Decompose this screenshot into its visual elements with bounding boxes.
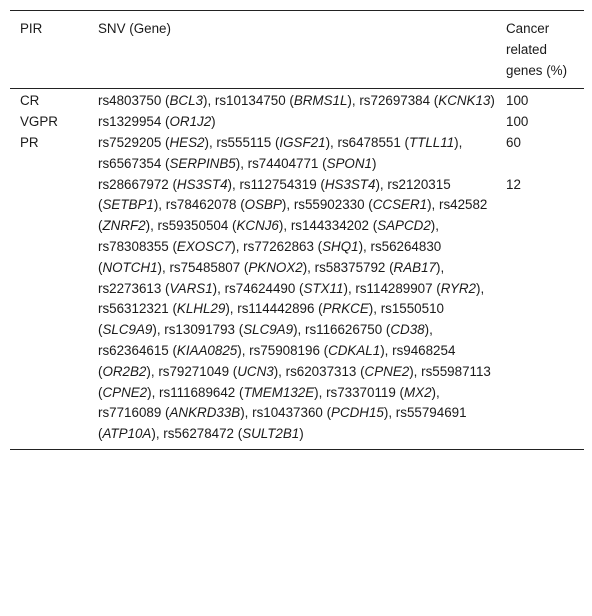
table-row: [10, 133, 584, 175]
snv-id: rs78462078: [165, 197, 237, 213]
header-cancer-related-genes: Cancer related genes (%): [506, 11, 584, 89]
snv-item: rs111689642 (TMEM132E): [159, 384, 319, 400]
gene-name: KCNJ6: [236, 218, 279, 234]
snv-id: rs1550510: [380, 301, 444, 317]
snv-id: rs74624490: [224, 280, 296, 296]
header-row: [10, 11, 584, 89]
snv-item: rs144334202 (SAPCD2): [290, 218, 436, 234]
gene-name: PRKCE: [322, 301, 369, 317]
gene-name: CDKAL1: [328, 342, 381, 358]
snv-item: rs555115 (IGSF21): [216, 134, 331, 150]
gene-name: ZNRF2: [102, 218, 146, 234]
snv-id: rs56264830: [370, 238, 442, 254]
snv-id: rs73370119: [326, 384, 396, 400]
snv-id: rs7529205: [98, 134, 162, 150]
table-row: [10, 112, 584, 133]
snv-item: rs77262863 (SHQ1): [243, 238, 364, 254]
snv-item: rs58375792 (RAB17): [314, 259, 441, 275]
gene-name: KCNK13: [438, 93, 491, 109]
snv-id: rs56278472: [163, 426, 234, 442]
snv-item: rs6567354 (SERPINB5): [98, 155, 241, 171]
snv-id: rs79271049: [158, 363, 230, 379]
snv-item: rs10134750 (BRMS1L): [214, 93, 352, 109]
snv-id: rs116626750: [304, 322, 383, 338]
snv-id: rs55987113: [421, 363, 491, 379]
snv-item: rs114442896 (PRKCE): [237, 301, 374, 317]
gene-name: HES2: [169, 134, 205, 150]
snv-id: rs114442896: [237, 301, 315, 317]
gene-name: UCN3: [237, 363, 274, 379]
gene-name: BRMS1L: [293, 93, 348, 109]
gene-name: ATP10A: [102, 426, 152, 442]
gene-name: STX11: [303, 280, 344, 296]
gene-name: IGSF21: [279, 134, 326, 150]
snv-id: rs10437360: [252, 405, 323, 421]
snv-id: rs58375792: [314, 259, 386, 275]
snv-item: rs2120315 (SETBP1): [98, 176, 451, 213]
snv-item: rs55794691 (ATP10A): [98, 405, 467, 442]
gene-name: ANKRD33B: [169, 405, 241, 421]
snv-cell: rs7529205 (HES2), rs555115 (IGSF21), rs6478551 (TTLL11), rs6567354 (SERPINB5), rs74404771 (SPON1): [98, 134, 463, 171]
snv-item: rs79271049 (UCN3): [158, 363, 279, 379]
gene-name: TTLL11: [408, 134, 455, 150]
gene-name: SERPINB5: [169, 155, 236, 171]
snv-item: rs72697384 (KCNK13): [359, 93, 495, 109]
snv-item: rs75485807 (PKNOX2): [169, 259, 308, 275]
snv-item: rs10437360 (PCDH15): [252, 405, 389, 421]
gene-name: SULT2B1: [242, 426, 300, 442]
snv-id: rs42582: [438, 197, 488, 213]
gene-name: MX2: [404, 384, 432, 400]
snv-id: rs75908196: [249, 342, 320, 358]
snv-item: rs75908196 (CDKAL1): [249, 342, 385, 358]
snv-id: rs144334202: [290, 218, 369, 234]
snv-id: rs62364615: [98, 342, 169, 358]
snv-id: rs7716089: [98, 405, 162, 421]
snv-item: rs56264830 (NOTCH1): [98, 238, 442, 275]
pir-cell: CR: [20, 93, 40, 109]
pir-cell: VGPR: [20, 114, 58, 130]
snv-id: rs72697384: [359, 93, 431, 109]
gene-name: KIAA0825: [176, 342, 238, 358]
snv-id: rs4803750: [98, 93, 162, 109]
gene-name: BCL3: [169, 93, 203, 109]
snv-item: rs13091793 (SLC9A9): [164, 322, 298, 338]
gene-name: PKNOX2: [248, 259, 303, 275]
gene-name: NOTCH1: [102, 259, 158, 275]
snv-item: rs55987113 (CPNE2): [98, 363, 491, 400]
percent-cell: 100: [506, 114, 529, 130]
snv-id: rs10134750: [214, 93, 286, 109]
header-pir: PIR: [10, 11, 98, 89]
snv-item: rs6478551 (TTLL11): [337, 134, 459, 150]
snv-item: rs42582 (ZNRF2): [98, 197, 488, 234]
snv-item: rs74624490 (STX11): [224, 280, 348, 296]
gene-name: SHQ1: [322, 238, 359, 254]
gene-name: RAB17: [393, 259, 436, 275]
snv-id: rs2273613: [98, 280, 162, 296]
percent-cell: 100: [506, 93, 529, 109]
snv-item: rs7716089 (ANKRD33B): [98, 405, 245, 421]
snv-item: rs74404771 (SPON1): [247, 155, 377, 171]
snv-id: rs55902330: [293, 197, 365, 213]
gene-name: SLC9A9: [243, 322, 294, 338]
snv-item: rs62037313 (CPNE2): [285, 363, 414, 379]
snv-table: [10, 10, 584, 450]
table-row: [10, 175, 584, 450]
snv-item: rs56312321 (KLHL29): [98, 301, 230, 317]
gene-name: EXOSC7: [176, 238, 232, 254]
snv-item: rs56278472 (SULT2B1): [163, 426, 304, 442]
snv-item: rs55902330 (CCSER1): [293, 197, 432, 213]
table-row: [10, 89, 584, 112]
percent-cell: 12: [506, 175, 584, 450]
gene-name: SLC9A9: [102, 322, 153, 338]
gene-name: CCSER1: [372, 197, 428, 213]
pir-cell: [10, 175, 98, 450]
gene-name: SETBP1: [102, 197, 154, 213]
snv-id: rs78308355: [98, 238, 169, 254]
gene-name: HS3ST4: [324, 176, 376, 192]
snv-id: rs1329954: [98, 114, 162, 130]
snv-cell: rs28667972 (HS3ST4), rs112754319 (HS3ST4), rs2120315 (SETBP1), rs78462078 (OSBP), rs55902330 (CCSER1), rs42582 (ZNRF2), rs59350504 (KCNJ6), rs144334202 (SAPCD2), rs78308355 (EXOSC7), rs77262863 (SHQ1), rs56264830 (NOTCH1), rs75485807 (PKNOX2), rs58375792 (RAB17), rs2273613 (VARS1), rs74624490 (STX11), rs114289907 (RYR2), rs56312321 (KLHL29), rs114442896 (PRKCE), rs1550510 (SLC9A9), rs13091793 (SLC9A9), rs116626750 (CD38), rs62364615 (KIAA0825), rs75908196 (CDKAL1), rs9468254 (OR2B2), rs79271049 (UCN3), rs62037313 (CPNE2), rs55987113 (CPNE2), rs111689642 (TMEM132E), rs73370119 (MX2), rs7716089 (ANKRD33B), rs10437360 (PCDH15), rs55794691 (ATP10A), rs56278472 (SULT2B1): [98, 175, 506, 450]
snv-item: rs9468254 (OR2B2): [98, 342, 456, 379]
snv-id: rs13091793: [164, 322, 235, 338]
gene-name: OR1J2: [169, 114, 212, 130]
snv-item: rs2273613 (VARS1): [98, 280, 218, 296]
snv-item: rs114289907 (RYR2): [355, 280, 481, 296]
snv-id: rs112754319: [239, 176, 317, 192]
snv-id: rs75485807: [169, 259, 241, 275]
snv-item: rs78308355 (EXOSC7): [98, 238, 236, 254]
gene-name: KLHL29: [176, 301, 226, 317]
snv-item: rs73370119 (MX2): [326, 384, 437, 400]
snv-id: rs2120315: [387, 176, 451, 192]
snv-item: rs116626750 (CD38): [304, 322, 430, 338]
snv-id: rs114289907: [355, 280, 433, 296]
gene-name: CPNE2: [364, 363, 410, 379]
snv-item: rs78462078 (OSBP): [165, 197, 287, 213]
gene-name: RYR2: [440, 280, 476, 296]
pir-cell: PR: [20, 134, 39, 150]
snv-id: rs555115: [216, 134, 272, 150]
snv-item: rs59350504 (KCNJ6): [157, 218, 284, 234]
snv-id: rs56312321: [98, 301, 169, 317]
snv-cell: [98, 112, 506, 133]
gene-name: OSBP: [244, 197, 282, 213]
header-snv-gene: SNV (Gene): [98, 11, 506, 89]
snv-id: rs62037313: [285, 363, 357, 379]
snv-id: rs9468254: [392, 342, 456, 358]
snv-id: rs28667972: [98, 176, 169, 192]
snv-id: rs74404771: [247, 155, 319, 171]
snv-id: rs55794691: [395, 405, 467, 421]
gene-name: HS3ST4: [176, 176, 228, 192]
snv-id: rs6567354: [98, 155, 162, 171]
snv-item: rs1329954 (OR1J2): [98, 114, 216, 130]
gene-name: CD38: [390, 322, 425, 338]
snv-item: rs62364615 (KIAA0825): [98, 342, 242, 358]
gene-name: SPON1: [326, 155, 372, 171]
gene-name: SAPCD2: [377, 218, 431, 234]
snv-id: rs59350504: [157, 218, 229, 234]
gene-name: VARS1: [169, 280, 213, 296]
snv-id: rs77262863: [243, 238, 314, 254]
gene-name: TMEM132E: [243, 384, 315, 400]
snv-item: rs112754319 (HS3ST4): [239, 176, 380, 192]
snv-cell: rs4803750 (BCL3), rs10134750 (BRMS1L), rs72697384 (KCNK13): [98, 93, 495, 109]
snv-id: rs111689642: [159, 384, 236, 400]
snv-item: rs4803750 (BCL3): [98, 93, 208, 109]
snv-id: rs6478551: [337, 134, 401, 150]
gene-name: OR2B2: [102, 363, 147, 379]
gene-name: CPNE2: [102, 384, 148, 400]
percent-cell: 60: [506, 134, 521, 150]
snv-item: rs1550510 (SLC9A9): [98, 301, 444, 338]
snv-item: rs28667972 (HS3ST4): [98, 176, 232, 192]
snv-item: rs7529205 (HES2): [98, 134, 209, 150]
gene-name: PCDH15: [331, 405, 384, 421]
